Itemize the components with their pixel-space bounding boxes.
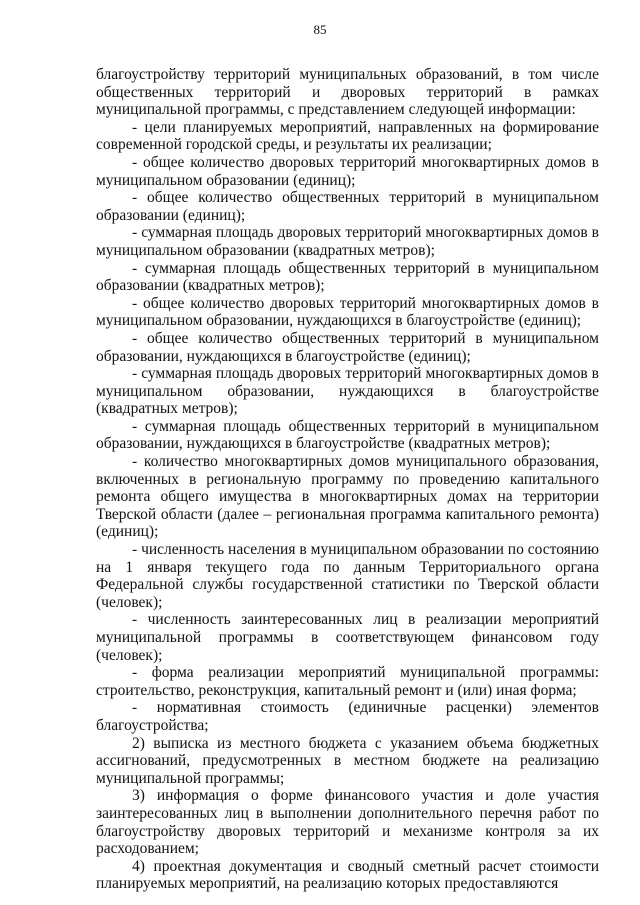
document-body bbox=[96, 66, 599, 893]
list-item-yard-count: - общее количество дворовых территорий многоквартирных домов в муниципальном образовании (единиц); bbox=[96, 153, 599, 189]
list-item-normative-cost: - нормативная стоимость (единичные расценки) элементов благоустройства; bbox=[96, 699, 599, 734]
list-item-public-area-needing: - суммарная площадь общественных территорий в муниципальном образовании, нуждающихся в благоустройстве (квадратных метров); bbox=[96, 417, 599, 453]
numbered-item-3: 3) информация о форме финансового участия и доле участия заинтересованных лиц в выполнении дополнительного перечня работ по благоустройству дворовых территорий и механизме контроля за их расходованием; bbox=[96, 787, 599, 858]
list-item-goals: - цели планируемых мероприятий, направленных на формирование современной городской среды, и результаты их реализации; bbox=[96, 118, 599, 154]
list-item-population: - численность населения в муниципальном образовании по состоянию на 1 января текущего года по данным Территориального органа Федеральной службы государственной статистики по Тверской области (человек); bbox=[96, 541, 599, 611]
numbered-item-4: 4) проектная документация и сводный сметный расчет стоимости планируемых мероприятий, на реализацию которых предоставляются bbox=[96, 857, 599, 893]
list-item-yard-area: - суммарная площадь дворовых территорий многоквартирных домов в муниципальном образовании (квадратных метров); bbox=[96, 224, 599, 259]
paragraph-intro: благоустройству территорий муниципальных образований, в том числе общественных территорий и дворовых территорий в рамках муниципальной программы, с представлением следующей информации: bbox=[96, 66, 599, 119]
page-number: 85 bbox=[313, 22, 327, 37]
list-item-interested-persons: - численность заинтересованных лиц в реализации мероприятий муниципальной программы в соответствующем финансовом году (человек); bbox=[96, 611, 599, 664]
list-item-yard-count-needing: - общее количество дворовых территорий многоквартирных домов в муниципальном образовании, нуждающихся в благоустройстве (единиц); bbox=[96, 294, 599, 330]
list-item-apartment-buildings: - количество многоквартирных домов муниципального образования, включенных в региональную программу по проведению капитального ремонта общего имущества в многоквартирных домах на территории Тверской области (далее – региональная программа капитального ремонта) (единиц); bbox=[96, 453, 599, 541]
list-item-public-count: - общее количество общественных территорий в муниципальном образовании (единиц); bbox=[96, 189, 599, 224]
numbered-item-2: 2) выписка из местного бюджета с указанием объема бюджетных ассигнований, предусмотренных в местном бюджете на реализацию муниципальной программы; bbox=[96, 734, 599, 787]
list-item-implementation-form: - форма реализации мероприятий муниципальной программы: строительство, реконструкция, капитальный ремонт и (или) иная форма; bbox=[96, 664, 599, 699]
list-item-public-count-needing: - общее количество общественных территорий в муниципальном образовании, нуждающихся в благоустройстве (единиц); bbox=[96, 329, 599, 365]
list-item-yard-area-needing: - суммарная площадь дворовых территорий многоквартирных домов в муниципальном образовании, нуждающихся в благоустройстве (квадратных метров); bbox=[96, 365, 599, 418]
list-item-public-area: - суммарная площадь общественных территорий в муниципальном образовании (квадратных метров); bbox=[96, 259, 599, 295]
